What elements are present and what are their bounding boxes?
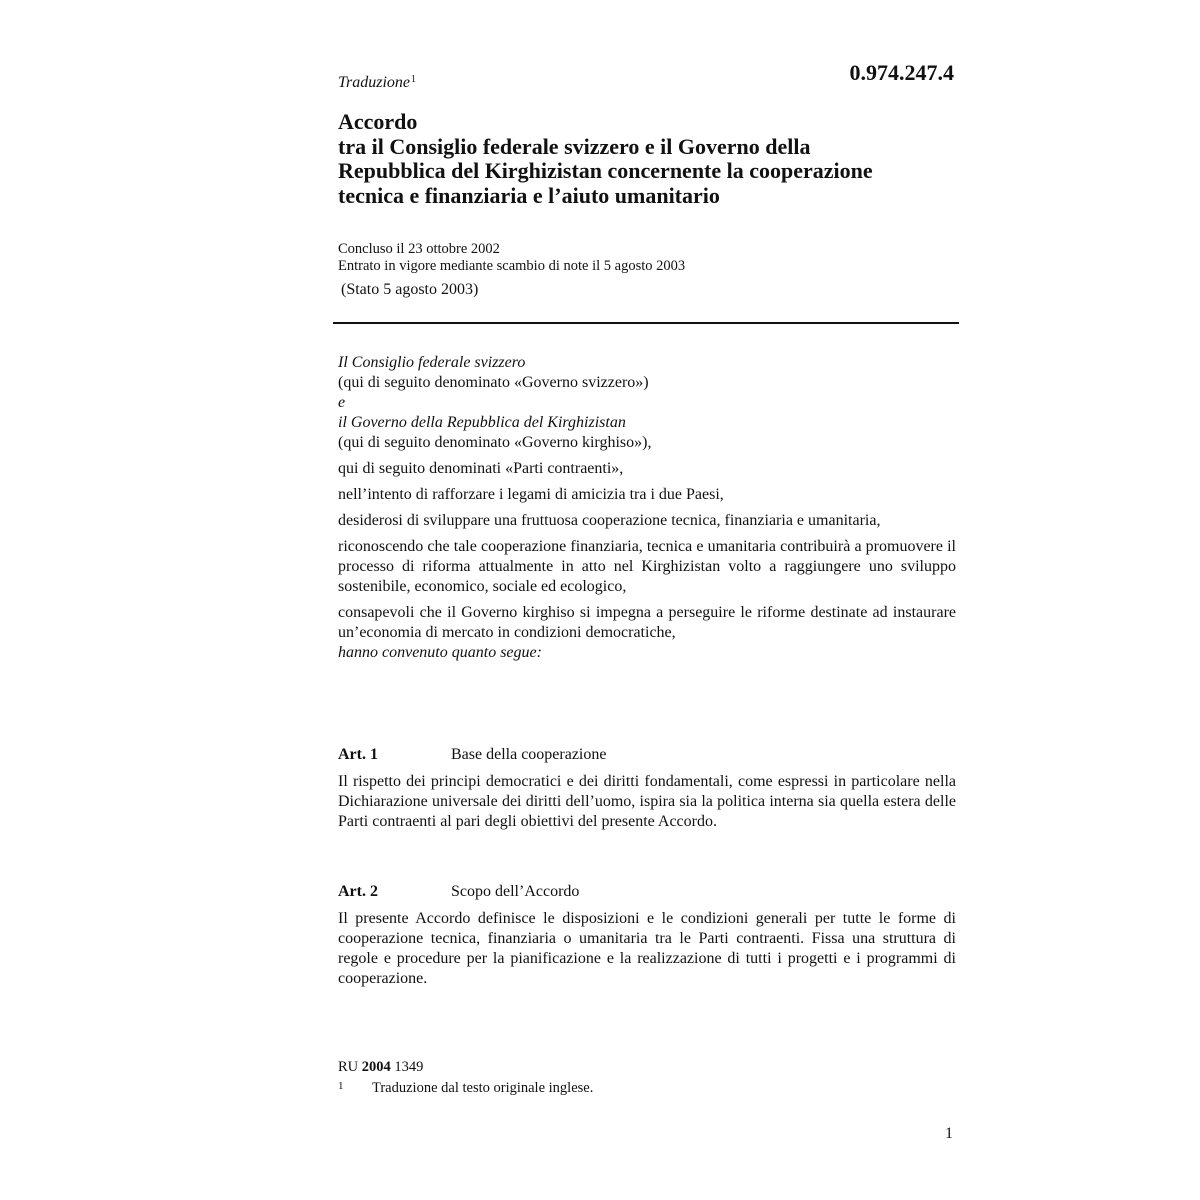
recital: riconoscendo che tale cooperazione finanziaria, tecnica e umanitaria contribuirà a promuovere il processo di riforma attualmente in atto nel Kirghizistan volto a raggiungere uno sviluppo sostenibile, economico, sociale ed ecologico, bbox=[338, 538, 956, 595]
recital: nell’intento di rafforzare i legami di amicizia tra i due Paesi, bbox=[338, 486, 724, 503]
parties-definition: qui di seguito denominati «Parti contraenti», bbox=[338, 460, 624, 477]
document-title bbox=[338, 110, 958, 208]
ru-page: 1349 bbox=[394, 1059, 424, 1075]
footnote-mark: 1 bbox=[338, 1080, 344, 1092]
recital: desiderosi di sviluppare una fruttuosa cooperazione tecnica, finanziaria e umanitaria, bbox=[338, 512, 881, 529]
conjunction: e bbox=[338, 394, 346, 411]
agreement-clause: hanno convenuto quanto segue: bbox=[338, 644, 542, 661]
ru-year: 2004 bbox=[361, 1059, 391, 1075]
preamble bbox=[338, 353, 956, 663]
article-title: Base della cooperazione bbox=[451, 746, 607, 763]
footnote bbox=[338, 1080, 593, 1097]
article-1 bbox=[338, 745, 956, 832]
document-metadata bbox=[338, 241, 958, 298]
entry-into-force: Entrato in vigore mediante scambio di note il 5 agosto 2003 bbox=[338, 258, 686, 274]
recital: consapevoli che il Governo kirghiso si impegna a perseguire le riforme destinate ad instaurare un’economia di mercato in condizioni democratiche, bbox=[338, 604, 956, 641]
article-title: Scopo dell’Accordo bbox=[451, 883, 580, 900]
party-2-alias: (qui di seguito denominato «Governo kirghiso»), bbox=[338, 434, 652, 451]
footnote-ref[interactable]: 1 bbox=[411, 74, 417, 85]
status-date: (Stato 5 agosto 2003) bbox=[341, 281, 479, 298]
official-collection-ref bbox=[338, 1059, 423, 1076]
header-divider bbox=[333, 322, 959, 324]
article-text: Il rispetto dei principi democratici e dei diritti fondamentali, come espressi in particolare nella Dichiarazione universale dei diritti dell’uomo, ispira sia la politica interna sia quella estera delle Parti contraenti al pari degli obiettivi del presente Accordo. bbox=[338, 773, 956, 830]
translation-label bbox=[338, 74, 416, 92]
sr-number: 0.974.247.4 bbox=[849, 60, 954, 85]
translation-text: Traduzione bbox=[338, 74, 411, 91]
article-heading bbox=[338, 882, 956, 902]
ru-prefix: RU bbox=[338, 1059, 359, 1075]
article-number: Art. 2 bbox=[338, 883, 378, 900]
footnote-text: Traduzione dal testo originale inglese. bbox=[372, 1080, 594, 1096]
page-number: 1 bbox=[945, 1125, 953, 1142]
party-1-alias: (qui di seguito denominato «Governo svizzero») bbox=[338, 374, 649, 391]
title-line: Repubblica del Kirghizistan concernente la cooperazione bbox=[338, 158, 873, 183]
concluded-date: Concluso il 23 ottobre 2002 bbox=[338, 241, 500, 257]
article-heading bbox=[338, 745, 956, 765]
title-line: tecnica e finanziaria e l’aiuto umanitario bbox=[338, 182, 720, 208]
article-2 bbox=[338, 882, 956, 989]
article-text: Il presente Accordo definisce le disposizioni e le condizioni generali per tutte le forme di cooperazione tecnica, finanziaria o umanitaria tra le Parti contraenti. Fissa una struttura di regole e procedure per la pianificazione e la realizzazione di tutti i progetti e i programmi di cooperazione. bbox=[338, 910, 956, 987]
party-2: il Governo della Repubblica del Kirghizistan bbox=[338, 414, 626, 431]
article-number: Art. 1 bbox=[338, 746, 378, 763]
title-line: Accordo bbox=[338, 109, 418, 134]
title-line: tra il Consiglio federale svizzero e il Governo della bbox=[338, 133, 811, 159]
party-1: Il Consiglio federale svizzero bbox=[338, 354, 526, 371]
